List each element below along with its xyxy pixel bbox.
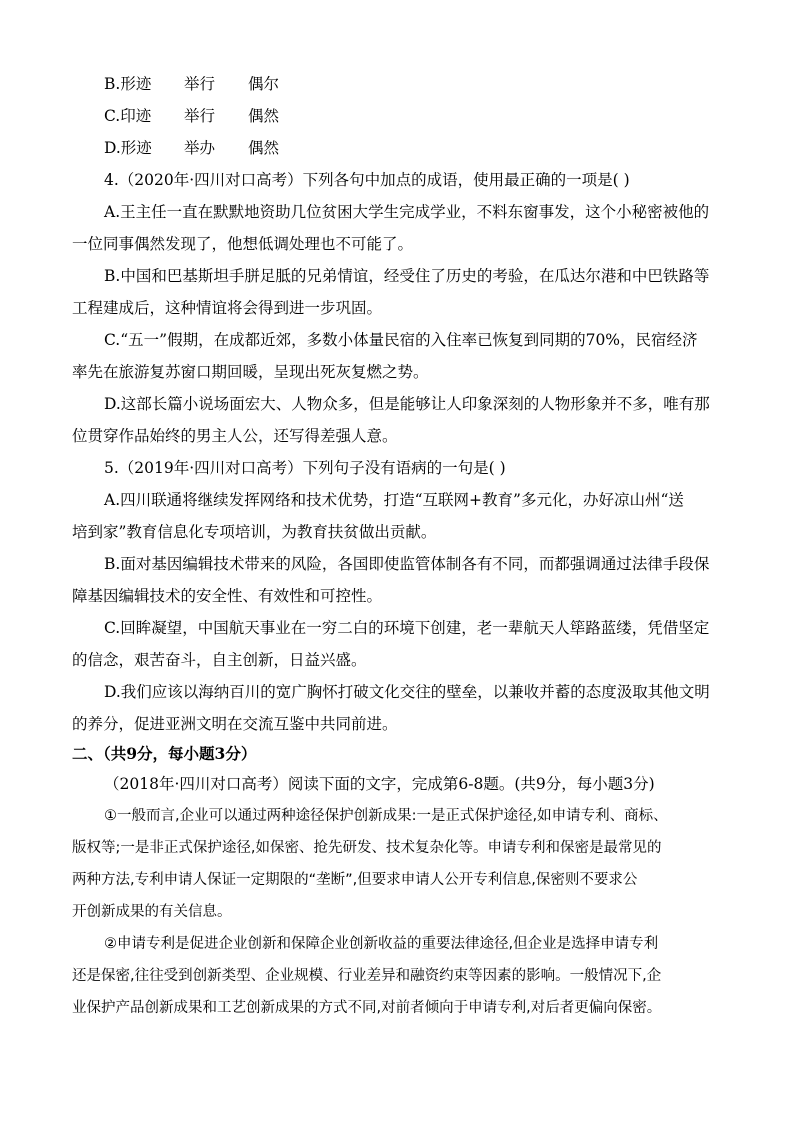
option-word-3: 偶然 [248, 139, 280, 157]
passage-intro: （2018年·四川对口高考）阅读下面的文字，完成第6-8题。(共9分，每小题3分) [104, 775, 655, 793]
q4-option-a-line2: 一位同事偶然发现了，他想低调处理也不可能了。 [72, 235, 414, 253]
passage-p1-line3: 两种方法,专利申请人保证一定期限的“垄断”,但要求申请人公开专利信息,保密则不要求公 [72, 872, 638, 888]
q5-option-b-line2: 障基因编辑技术的安全性、有效性和可控性。 [72, 587, 383, 605]
option-word-3: 偶尔 [248, 75, 280, 93]
q4-option-b-line2: 工程建成后，这种情谊将会得到进一步巩固。 [72, 299, 383, 317]
q5-stem: 5.（2019年·四川对口高考）下列句子没有语病的一句是( ) [104, 459, 506, 477]
option-word-1: D.形迹 [104, 139, 152, 157]
q4-option-c-line1: C.“五一”假期，在成都近郊，多数小体量民宿的入住率已恢复到同期的70%，民宿经济 [104, 331, 698, 349]
option-word-2: 举行 [184, 75, 216, 93]
option-word-1: C.印迹 [104, 107, 152, 125]
option-word-3: 偶然 [248, 107, 280, 125]
q5-option-c-line1: C.回眸凝望，中国航天事业在一穷二白的环境下创建，老一辈航天人筚路蓝缕，凭借坚定 [104, 619, 710, 637]
q4-option-c-line2: 率先在旅游复苏窗口期回暖，呈现出死灰复燃之势。 [72, 363, 429, 381]
passage-p1-line1: ①一般而言,企业可以通过两种途径保护创新成果:一是正式保护途径,如申请专利、商标、 [104, 808, 668, 824]
passage-p2-line1: ②申请专利是促进企业创新和保障企业创新收益的重要法律途径,但企业是选择申请专利 [104, 936, 659, 952]
q5-option-c-line2: 的信念，艰苦奋斗，自主创新，日益兴盛。 [72, 651, 367, 669]
option-word-2: 举行 [184, 107, 216, 125]
q5-option-a-line2: 培到家”教育信息化专项培训，为教育扶贫做出贡献。 [72, 523, 437, 541]
q4-option-d-line1: D.这部长篇小说场面宏大、人物众多，但是能够让人印象深刻的人物形象并不多，唯有那 [104, 395, 710, 413]
passage-p2-line3: 业保护产品创新成果和工艺创新成果的方式不同,对前者倾向于申请专利,对后者更偏向保密。 [72, 1000, 662, 1016]
passage-p1-line2: 版权等;一是非正式保护途径,如保密、抢先研发、技术复杂化等。申请专利和保密是最常见的 [72, 840, 662, 856]
section-heading: 二、（共9分，每小题3分） [72, 744, 257, 763]
q5-option-b-line1: B.面对基因编辑技术带来的风险，各国即使监管体制各有不同，而都强调通过法律手段保 [104, 555, 710, 573]
option-word-1: B.形迹 [104, 75, 152, 93]
q4-option-a-line1: A.王主任一直在默默地资助几位贫困大学生完成学业，不料东窗事发，这个小秘密被他的 [104, 203, 710, 221]
q4-option-d-line2: 位贯穿作品始终的男主人公，还写得差强人意。 [72, 427, 398, 445]
passage-p2-line2: 还是保密,往往受到创新类型、企业规模、行业差异和融资约束等因素的影响。一般情况下,企 [72, 968, 662, 984]
passage-p1-line4: 开创新成果的有关信息。 [72, 904, 232, 920]
q4-option-b-line1: B.中国和巴基斯坦手胼足胝的兄弟情谊，经受住了历史的考验，在瓜达尔港和中巴铁路等 [104, 267, 710, 285]
option-word-2: 举办 [184, 139, 216, 157]
q5-option-d-line2: 的养分，促进亚洲文明在交流互鉴中共同前进。 [72, 715, 398, 733]
q5-option-a-line1: A.四川联通将继续发挥网络和技术优势，打造“互联网+教育”多元化，办好凉山州“送 [104, 491, 684, 509]
q4-stem: 4.（2020年·四川对口高考）下列各句中加点的成语，使用最正确的一项是( ) [104, 171, 630, 189]
q5-option-d-line1: D.我们应该以海纳百川的宽广胸怀打破文化交往的壁垒，以兼收并蓄的态度汲取其他文明 [104, 683, 710, 701]
